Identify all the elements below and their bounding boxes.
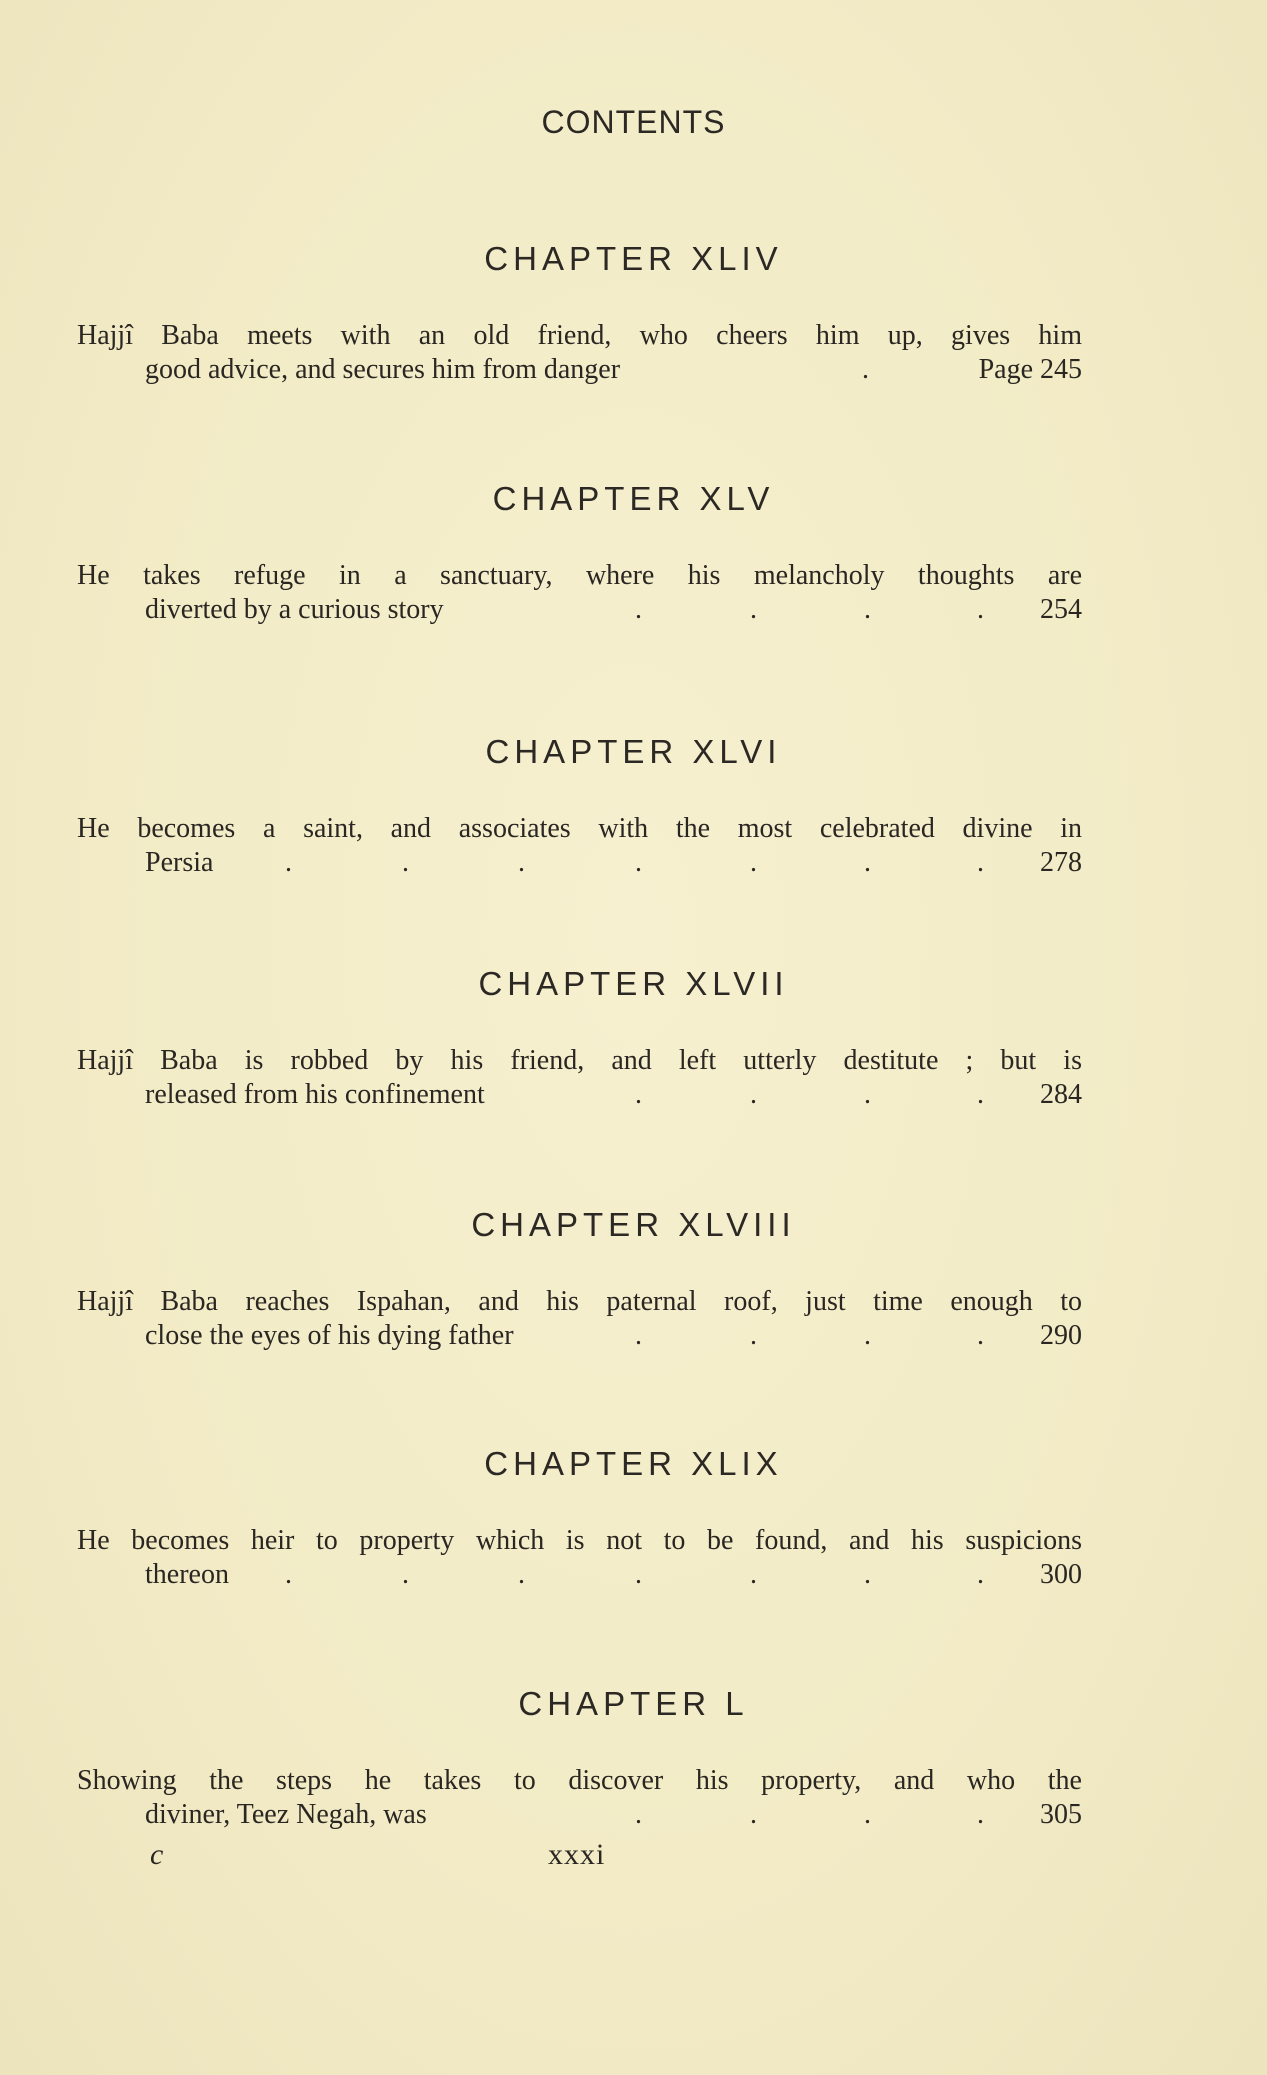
leader-dot: .: [864, 1799, 871, 1830]
chapter-title: CHAPTER XLV: [492, 480, 775, 517]
page-number: 278: [1040, 847, 1082, 878]
entry-description-end: released from his confinement: [145, 1079, 485, 1110]
leader-dot: .: [402, 847, 409, 878]
dot-leader: [145, 594, 1082, 628]
dot-leader: [145, 354, 1082, 388]
leader-dot: .: [635, 847, 642, 878]
leader-dot: .: [977, 847, 984, 878]
entry-description-end: good advice, and secures him from danger: [145, 354, 621, 385]
dot-leader: [145, 1079, 1082, 1113]
leader-dot: .: [750, 1799, 757, 1830]
leader-dot: .: [864, 847, 871, 878]
leader-dot: .: [864, 594, 871, 625]
page-footer: [0, 1838, 1267, 1878]
entry-description: Hajjî Baba meets with an old friend, who cheers him up, gives him: [77, 320, 1082, 351]
page-number: 284: [1040, 1079, 1082, 1110]
leader-dot: .: [285, 1559, 292, 1590]
dot-leader: [145, 847, 1082, 881]
leader-dot: .: [977, 1559, 984, 1590]
page-number: 300: [1040, 1559, 1082, 1590]
entry-description: Hajjî Baba reaches Ispahan, and his paternal roof, just time enough to: [77, 1286, 1082, 1317]
entry-description-end: thereon: [145, 1559, 229, 1590]
leader-dot: .: [750, 1320, 757, 1351]
dot-leader: [145, 1320, 1082, 1354]
signature-mark: c: [150, 1838, 164, 1871]
entry-description-end: diviner, Teez Negah, was: [145, 1799, 427, 1830]
entry-description-end: diverted by a curious story: [145, 594, 444, 625]
leader-dot: .: [977, 1079, 984, 1110]
chapter-title: CHAPTER XLVIII: [471, 1206, 796, 1243]
chapter-title: CHAPTER XLVI: [485, 733, 782, 770]
entry-description: He becomes a saint, and associates with the most celebrated divine in: [77, 813, 1082, 844]
leader-dot: .: [864, 1079, 871, 1110]
leader-dot: .: [862, 354, 869, 385]
leader-dot: .: [977, 1320, 984, 1351]
leader-dot: .: [750, 1079, 757, 1110]
dot-leader: [145, 1559, 1082, 1593]
page-number: 305: [1040, 1799, 1082, 1830]
leader-dot: .: [285, 847, 292, 878]
leader-dot: .: [750, 847, 757, 878]
leader-dot: .: [977, 594, 984, 625]
entry-description: He becomes heir to property which is not to be found, and his suspicions: [77, 1525, 1082, 1556]
dot-leader: [145, 1799, 1082, 1833]
leader-dot: .: [518, 1559, 525, 1590]
page-number: Page 245: [978, 354, 1082, 385]
leader-dot: .: [635, 1559, 642, 1590]
leader-dot: .: [750, 1559, 757, 1590]
leader-dot: .: [518, 847, 525, 878]
leader-dot: .: [402, 1559, 409, 1590]
leader-dot: .: [864, 1559, 871, 1590]
chapter-title: CHAPTER XLIV: [484, 240, 783, 277]
leader-dot: .: [635, 594, 642, 625]
entry-description: Hajjî Baba is robbed by his friend, and left utterly destitute ; but is: [77, 1045, 1082, 1076]
folio-number: xxxi: [548, 1838, 606, 1871]
entry-description-end: close the eyes of his dying father: [145, 1320, 514, 1351]
leader-dot: .: [635, 1320, 642, 1351]
entry-description: He takes refuge in a sanctuary, where his melancholy thoughts are: [77, 560, 1082, 591]
entry-description: Showing the steps he takes to discover his property, and who the: [77, 1765, 1082, 1796]
chapter-title: CHAPTER XLIX: [484, 1445, 783, 1482]
leader-dot: .: [864, 1320, 871, 1351]
chapter-title: CHAPTER L: [518, 1685, 749, 1722]
leader-dot: .: [750, 594, 757, 625]
running-head: CONTENTS: [541, 104, 726, 140]
page-number: 290: [1040, 1320, 1082, 1351]
entry-description-end: Persia: [145, 847, 214, 878]
leader-dot: .: [635, 1799, 642, 1830]
chapter-title: CHAPTER XLVII: [478, 965, 789, 1002]
leader-dot: .: [635, 1079, 642, 1110]
leader-dot: .: [977, 1799, 984, 1830]
page-number: 254: [1040, 594, 1082, 625]
